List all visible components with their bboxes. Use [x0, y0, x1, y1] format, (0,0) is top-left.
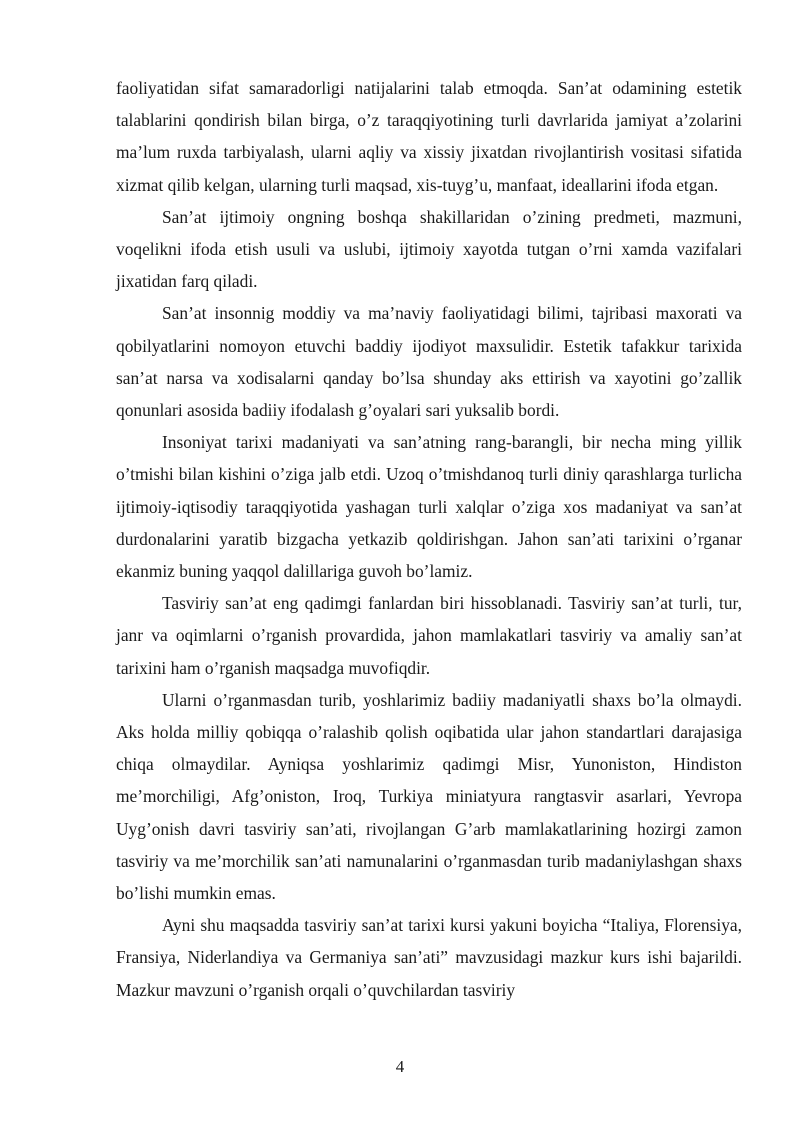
- page-number: 4: [395, 1057, 405, 1076]
- paragraph-1: faoliyatidan sifat samaradorligi natijalarini talab etmoqda. San’at odamining estetik talablarini qondirish bilan birga, o’z taraqqiyotining turli davrlarida jamiyat a’zolarini ma’lum ruxda tarbiyalash, ularni aqliy va xissiy jixatdan rivojlantirish vositasi sifatida xizmat qilib kelgan, ularning turli maqsad, xis-tuyg’u, manfaat, ideallarini ifoda etgan.: [116, 78, 742, 195]
- paragraph-4: Insoniyat tarixi madaniyati va san’atning rang-barangli, bir necha ming yillik o’tmishi bilan kishini o’ziga jalb etdi. Uzoq o’tmishdanoq turli diniy qarashlarga turlicha ijtimoiy-iqtisodiy taraqqiyotida yashagan turli xalqlar o’ziga xos madaniyat va san’at durdonalarini yaratib bizgacha yetkazib qoldirishgan. Jahon san’ati tarixini o’rganar ekanmiz buning yaqqol dalillariga guvoh bo’lamiz.: [116, 432, 742, 582]
- paragraph-5: Tasviriy san’at eng qadimgi fanlardan biri hissoblanadi. Tasviriy san’at turli, tur, janr va oqimlarni o’rganish provardida, jahon mamlakatlari tasviriy va amaliy san’at tarixini ham o’rganish maqsadga muvofiqdir.: [116, 593, 742, 678]
- paragraph-2: San’at ijtimoiy ongning boshqa shakillaridan o’zining predmeti, mazmuni, voqelikni ifoda etish usuli va uslubi, ijtimoiy xayotda tutgan o’rni xamda vazifalari jixatidan farq qiladi.: [116, 206, 742, 292]
- paragraph-3: San’at insonnig moddiy va ma’naviy faoliyatidagi bilimi, tajribasi maxorati va qobilyatlarini nomoyon etuvchi baddiy ijodiyot maxsulidir. Estetik tafakkur tarixida san’at narsa va xodisalarni qanday bo’lsa shunday aks ettirish va xayotini go’zallik qonunlari asosida badiiy ifodalash g’oyalari sari yuksalib bordi.: [116, 303, 742, 421]
- paragraph-6: Ularni o’rganmasdan turib, yoshlarimiz badiiy madaniyatli shaxs bo’la olmaydi. Aks holda milliy qobiqqa o’ralashib qolish oqibatida ular jahon standartlari darajasiga chiqa olmaydilar. Ayniqsa yoshlarimiz qadimgi Misr, Yunoniston, Hindiston me’morchiligi, Afg’oniston, Iroq, Turkiya miniatyura rangtasvir asarlari, Yevropa Uyg’onish davri tasviriy san’ati, rivojlangan G’arb mamlakatlarining hozirgi zamon tasviriy va me’morchilik san’ati namunalarini o’rganmasdan turib madaniylashgan shaxs bo’lishi mumkin emas.: [116, 689, 742, 904]
- paragraph-7: Ayni shu maqsadda tasviriy san’at tarixi kursi yakuni boyicha “Italiya, Florensiya, Fransiya, Niderlandiya va Germaniya san’ati” mavzusidagi mazkur kurs ishi bajarildi. Mazkur mavzuni o’rganish orqali o’quvchilardan tasviriy: [116, 915, 742, 1000]
- document-body: [116, 72, 742, 1006]
